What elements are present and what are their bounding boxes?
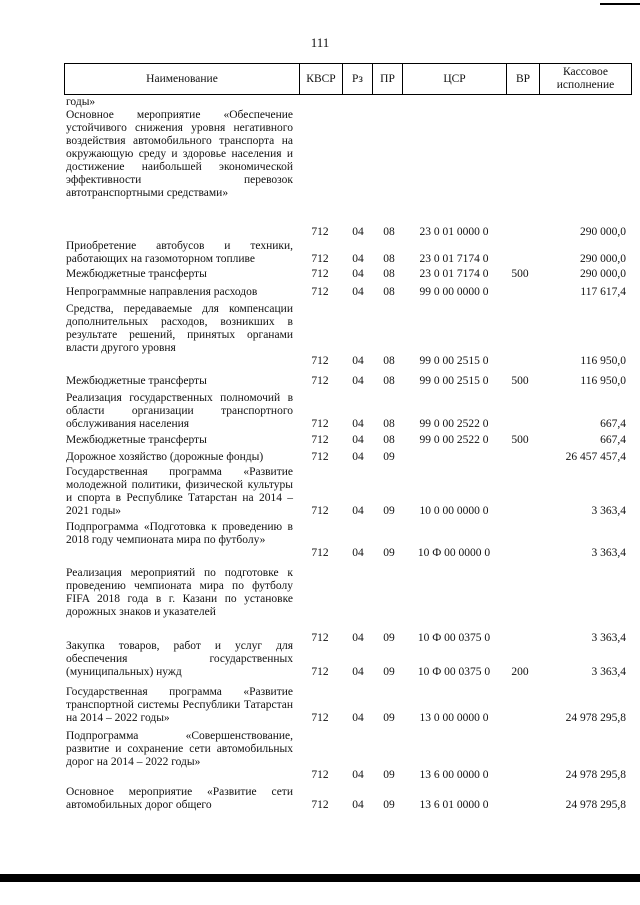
row-name: Дорожное хозяйство (дорожные фонды) [66, 451, 264, 463]
table-row [0, 521, 640, 560]
row-pr: 08 [383, 418, 395, 430]
row-csr: 13 0 00 0000 0 [419, 712, 489, 724]
row-sum: 3 363,4 [591, 505, 626, 517]
row-csr: 99 0 00 2515 0 [419, 375, 489, 387]
row-sum: 3 363,4 [591, 632, 626, 644]
row-name: Средства, передаваемые для компенсации дополнительных расходов, возникших в результате решений, принятых органами власти другого уровня [66, 303, 293, 354]
row-rz: 04 [352, 375, 364, 387]
row-csr: 23 0 01 7174 0 [419, 253, 489, 265]
table-row [0, 451, 640, 464]
row-csr: 10 0 00 0000 0 [419, 505, 489, 517]
row-rz: 04 [352, 286, 364, 298]
row-sum: 24 978 295,8 [565, 712, 626, 724]
table-row [0, 286, 640, 299]
row-pr: 08 [383, 226, 395, 238]
row-kvsr: 712 [311, 666, 329, 678]
row-kvsr: 712 [311, 418, 329, 430]
row-name: Непрограммные направления расходов [66, 286, 258, 298]
row-sum: 26 457 457,4 [565, 451, 626, 463]
row-rz: 04 [352, 666, 364, 678]
row-kvsr: 712 [311, 268, 329, 280]
row-name: Межбюджетные трансферты [66, 375, 207, 387]
row-sum: 290 000,0 [580, 253, 626, 265]
table-row [0, 109, 640, 239]
header-rz: Рз [342, 64, 372, 94]
row-name: Подпрограмма «Подготовка к проведению в 2018 году чемпионата мира по футболу» [66, 521, 293, 546]
table-row [0, 567, 640, 645]
row-csr: 13 6 01 0000 0 [419, 799, 489, 811]
row-pr: 08 [383, 434, 395, 446]
table-row [0, 268, 640, 281]
continuation-text: годы» [66, 96, 96, 108]
row-rz: 04 [352, 418, 364, 430]
top-edge-mark [600, 3, 640, 5]
table-row [0, 392, 640, 431]
row-pr: 09 [383, 799, 395, 811]
row-name: Межбюджетные трансферты [66, 434, 207, 446]
row-pr: 09 [383, 769, 395, 781]
row-rz: 04 [352, 505, 364, 517]
row-sum: 24 978 295,8 [565, 799, 626, 811]
row-sum: 3 363,4 [591, 666, 626, 678]
row-csr: 23 0 01 7174 0 [419, 268, 489, 280]
row-kvsr: 712 [311, 712, 329, 724]
row-pr: 08 [383, 355, 395, 367]
row-name: Подпрограмма «Совершенствование, развитие и сохранение сети автомобильных дорог на 2014 – 2022 годы» [66, 730, 293, 768]
page-number: 111 [310, 35, 330, 50]
row-kvsr: 712 [311, 286, 329, 298]
row-kvsr: 712 [311, 434, 329, 446]
row-pr: 08 [383, 268, 395, 280]
row-csr: 99 0 00 2522 0 [419, 434, 489, 446]
row-pr: 08 [383, 286, 395, 298]
table-row [0, 730, 640, 782]
row-kvsr: 712 [311, 632, 329, 644]
bottom-scan-edge [0, 874, 640, 882]
header-name: Наименование [146, 72, 218, 85]
table-header [64, 63, 632, 95]
row-pr: 09 [383, 632, 395, 644]
row-csr: 10 Ф 00 0375 0 [417, 632, 491, 644]
table-row [0, 303, 640, 368]
row-name: Реализация мероприятий по подготовке к проведению чемпионата мира по футболу FIFA 2018 года в г. Казани по установке дорожных знаков и указателей [66, 567, 293, 618]
row-vr: 500 [511, 375, 529, 387]
row-kvsr: 712 [311, 355, 329, 367]
row-sum: 117 617,4 [580, 286, 626, 298]
row-name: Реализация государственных полномочий в области организации транспортного обслуживания населения [66, 392, 293, 430]
table-row [0, 640, 640, 679]
row-csr: 99 0 00 2522 0 [419, 418, 489, 430]
row-sum: 116 950,0 [580, 375, 626, 387]
row-csr: 99 0 00 2515 0 [419, 355, 489, 367]
row-sum: 3 363,4 [591, 547, 626, 559]
table-row [0, 375, 640, 388]
row-vr: 500 [511, 268, 529, 280]
row-rz: 04 [352, 434, 364, 446]
table-row [0, 434, 640, 447]
table-row [0, 466, 640, 518]
row-name: Межбюджетные трансферты [66, 268, 207, 280]
row-rz: 04 [352, 769, 364, 781]
row-rz: 04 [352, 712, 364, 724]
row-sum: 290 000,0 [580, 226, 626, 238]
row-csr: 13 6 00 0000 0 [419, 769, 489, 781]
row-pr: 09 [383, 712, 395, 724]
row-sum: 667,4 [600, 418, 626, 430]
row-kvsr: 712 [311, 375, 329, 387]
row-kvsr: 712 [311, 253, 329, 265]
table-row [0, 786, 640, 812]
row-kvsr: 712 [311, 505, 329, 517]
row-pr: 09 [383, 505, 395, 517]
row-vr: 500 [511, 434, 529, 446]
table-row [0, 240, 640, 266]
row-name: Закупка товаров, работ и услуг для обеспечения государственных (муниципальных) нужд [66, 640, 293, 678]
row-vr: 200 [511, 666, 529, 678]
row-csr: 10 Ф 00 0375 0 [417, 666, 491, 678]
row-sum: 667,4 [600, 434, 626, 446]
row-kvsr: 712 [311, 799, 329, 811]
row-rz: 04 [352, 547, 364, 559]
row-csr: 23 0 01 0000 0 [419, 226, 489, 238]
row-sum: 290 000,0 [580, 268, 626, 280]
row-kvsr: 712 [311, 451, 329, 463]
row-pr: 09 [383, 451, 395, 463]
header-csr: ЦСР [402, 64, 506, 94]
row-pr: 09 [383, 547, 395, 559]
row-csr: 99 0 00 0000 0 [419, 286, 489, 298]
row-pr: 09 [383, 666, 395, 678]
row-rz: 04 [352, 632, 364, 644]
row-pr: 08 [383, 375, 395, 387]
row-name: Основное мероприятие «Обеспечение устойчивого снижения уровня негативного воздействия автомобильного транспорта на окружающую среду и здоровье населения и достижение наибольшей экономической эффективности перевозок автотранспортными средствами» [66, 109, 293, 199]
row-name: Государственная программа «Развитие транспортной системы Республики Татарстан на 2014 – 2022 годы» [66, 686, 293, 724]
row-sum: 116 950,0 [580, 355, 626, 367]
row-name: Приобретение автобусов и техники, работающих на газомоторном топливе [66, 240, 293, 265]
header-vr: ВР [506, 64, 539, 94]
row-rz: 04 [352, 451, 364, 463]
header-kvsr: КВСР [299, 64, 342, 94]
row-rz: 04 [352, 268, 364, 280]
header-sum: Кассовое исполнение [539, 64, 631, 94]
header-pr: ПР [372, 64, 402, 94]
row-name: Основное мероприятие «Развитие сети автомобильных дорог общего [66, 786, 293, 811]
row-kvsr: 712 [311, 769, 329, 781]
row-pr: 08 [383, 253, 395, 265]
row-rz: 04 [352, 799, 364, 811]
row-kvsr: 712 [311, 226, 329, 238]
row-rz: 04 [352, 226, 364, 238]
table-row [0, 686, 640, 725]
row-name: Государственная программа «Развитие молодежной политики, физической культуры и спорта в Республике Татарстан на 2014 – 2021 годы» [66, 466, 293, 517]
row-kvsr: 712 [311, 547, 329, 559]
row-rz: 04 [352, 355, 364, 367]
row-rz: 04 [352, 253, 364, 265]
row-csr: 10 Ф 00 0000 0 [417, 547, 491, 559]
row-sum: 24 978 295,8 [565, 769, 626, 781]
